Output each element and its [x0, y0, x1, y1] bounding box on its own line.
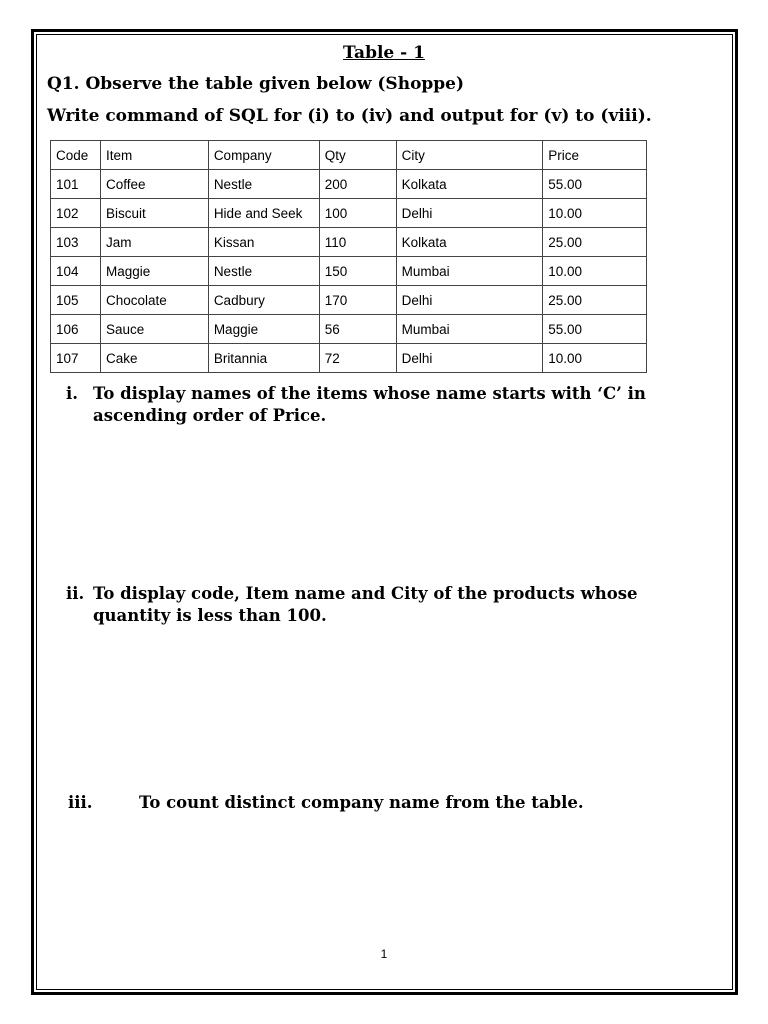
cell-qty: 200 [319, 170, 396, 199]
cell-qty: 110 [319, 228, 396, 257]
cell-item: Biscuit [100, 199, 208, 228]
question-text-line2: ascending order of Price. [93, 406, 327, 425]
shoppe-table [50, 140, 647, 373]
cell-company: Hide and Seek [208, 199, 319, 228]
cell-qty: 72 [319, 344, 396, 373]
cell-company: Cadbury [208, 286, 319, 315]
cell-company: Britannia [208, 344, 319, 373]
cell-item: Cake [100, 344, 208, 373]
cell-city: Kolkata [396, 228, 543, 257]
cell-price: 55.00 [543, 170, 647, 199]
page-title: Table - 1 [343, 43, 425, 63]
table-header-row [51, 141, 647, 170]
question-text-line2: quantity is less than 100. [93, 606, 327, 625]
page-number: 1 [380, 947, 388, 961]
table-row [51, 199, 647, 228]
table-row [51, 170, 647, 199]
header-code: Code [51, 141, 101, 170]
header-price: Price [543, 141, 647, 170]
cell-price: 25.00 [543, 228, 647, 257]
cell-code: 101 [51, 170, 101, 199]
table-row [51, 228, 647, 257]
cell-item: Chocolate [100, 286, 208, 315]
table-row [51, 315, 647, 344]
cell-code: 107 [51, 344, 101, 373]
cell-price: 10.00 [543, 199, 647, 228]
cell-city: Delhi [396, 199, 543, 228]
cell-qty: 56 [319, 315, 396, 344]
cell-item: Sauce [100, 315, 208, 344]
cell-city: Mumbai [396, 315, 543, 344]
table-row [51, 344, 647, 373]
question-text-line1: To display code, Item name and City of the products whose [93, 584, 638, 603]
cell-price: 55.00 [543, 315, 647, 344]
header-city: City [396, 141, 543, 170]
header-item: Item [100, 141, 208, 170]
cell-company: Nestle [208, 257, 319, 286]
cell-code: 103 [51, 228, 101, 257]
cell-item: Jam [100, 228, 208, 257]
cell-price: 25.00 [543, 286, 647, 315]
header-qty: Qty [319, 141, 396, 170]
table-row [51, 286, 647, 315]
instruction-text: Write command of SQL for (i) to (iv) and output for (v) to (viii). [47, 106, 652, 126]
question-number: iii. [68, 793, 93, 812]
cell-code: 106 [51, 315, 101, 344]
cell-qty: 170 [319, 286, 396, 315]
cell-company: Nestle [208, 170, 319, 199]
cell-qty: 100 [319, 199, 396, 228]
cell-code: 104 [51, 257, 101, 286]
cell-item: Maggie [100, 257, 208, 286]
cell-city: Delhi [396, 286, 543, 315]
cell-price: 10.00 [543, 344, 647, 373]
cell-company: Kissan [208, 228, 319, 257]
cell-city: Mumbai [396, 257, 543, 286]
cell-item: Coffee [100, 170, 208, 199]
question-text-line1: To count distinct company name from the table. [139, 793, 584, 812]
table-row [51, 257, 647, 286]
question-number: i. [66, 384, 79, 403]
cell-qty: 150 [319, 257, 396, 286]
question-number: ii. [66, 584, 85, 603]
question-heading: Q1. Observe the table given below (Shoppe) [47, 74, 465, 94]
cell-price: 10.00 [543, 257, 647, 286]
header-company: Company [208, 141, 319, 170]
cell-code: 102 [51, 199, 101, 228]
cell-company: Maggie [208, 315, 319, 344]
cell-code: 105 [51, 286, 101, 315]
cell-city: Delhi [396, 344, 543, 373]
cell-city: Kolkata [396, 170, 543, 199]
question-text-line1: To display names of the items whose name starts with ‘C’ in [93, 384, 646, 403]
